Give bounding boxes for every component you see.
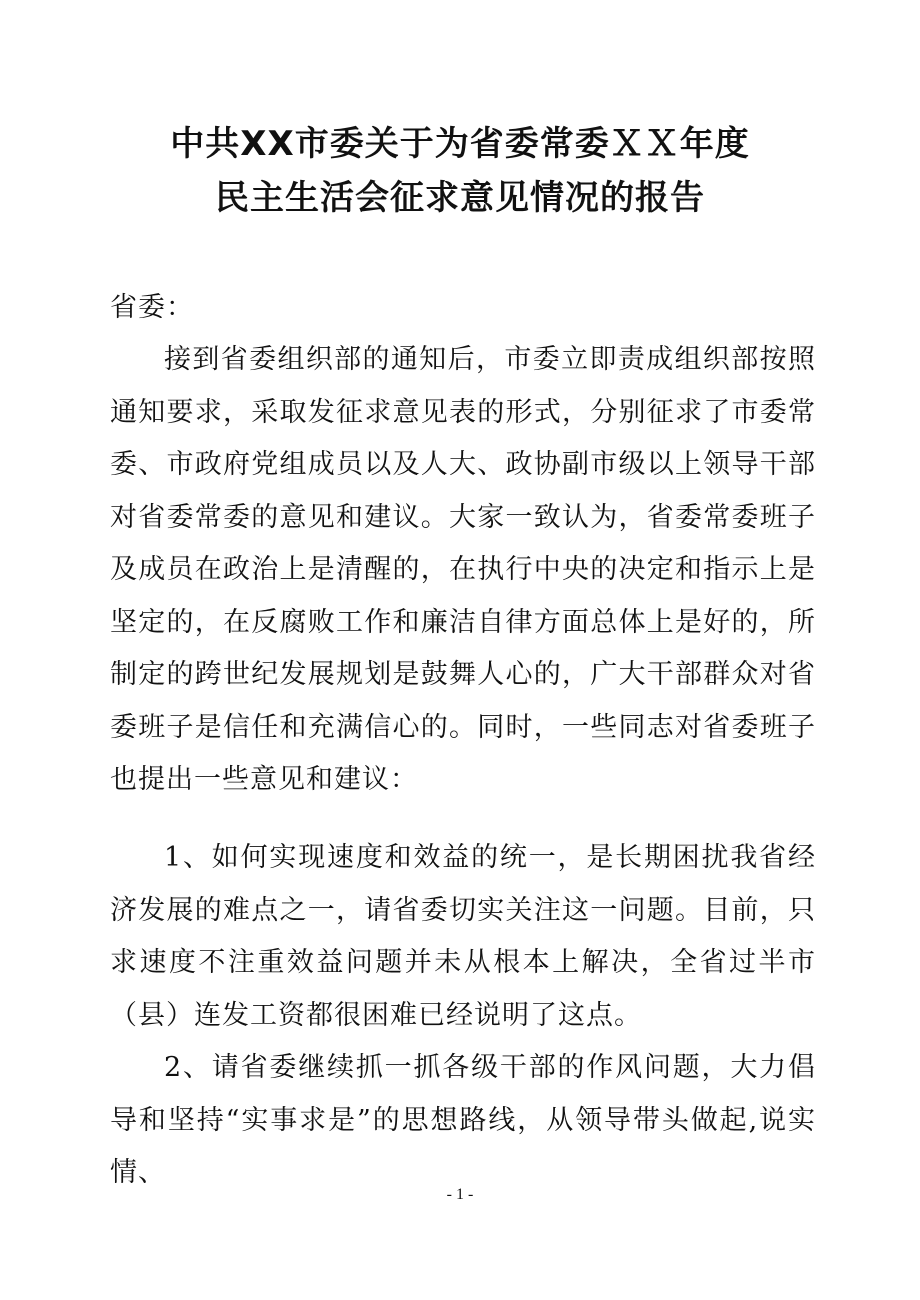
document-title-line-2: 民主生活会征求意见情况的报告 [215,178,705,218]
paragraph-intro: 接到省委组织部的通知后，市委立即责成组织部按照通知要求，采取发征求意见表的形式，分别征求了市委常委、市政府党组成员以及人大、政协副市级以上领导干部对省委常委的意见和建议。大家一致认为，省委常委班子及成员在政治上是清醒的，在执行中央的决定和指示上是坚定的，在反腐败工作和廉洁自律方面总体上是好的，所制定的跨世纪发展规划是鼓舞人心的，广大干部群众对省委班子是信任和充满信心的。同时，一些同志对省委班子也提出一些意见和建议： [110,344,816,795]
document-title-line-1: 中共XX市委关于为省委常委ＸＸ年度 [170,124,750,164]
paragraph-item-2: 2、请省委继续抓一抓各级干部的作风问题，大力倡导和坚持“实事求是”的思想路线，从领导带头做起,说实情、 [110,1052,816,1188]
paragraph-item-1: 1、如何实现速度和效益的统一，是长期困扰我省经济发展的难点之一，请省委切实关注这一问题。目前，只求速度不注重效益问题并未从根本上解决，全省过半市（县）连发工资都很困难已经说明了这点。 [110,842,816,1031]
salutation: 省委： [110,292,194,323]
page-number: - 1 - [446,1186,474,1203]
